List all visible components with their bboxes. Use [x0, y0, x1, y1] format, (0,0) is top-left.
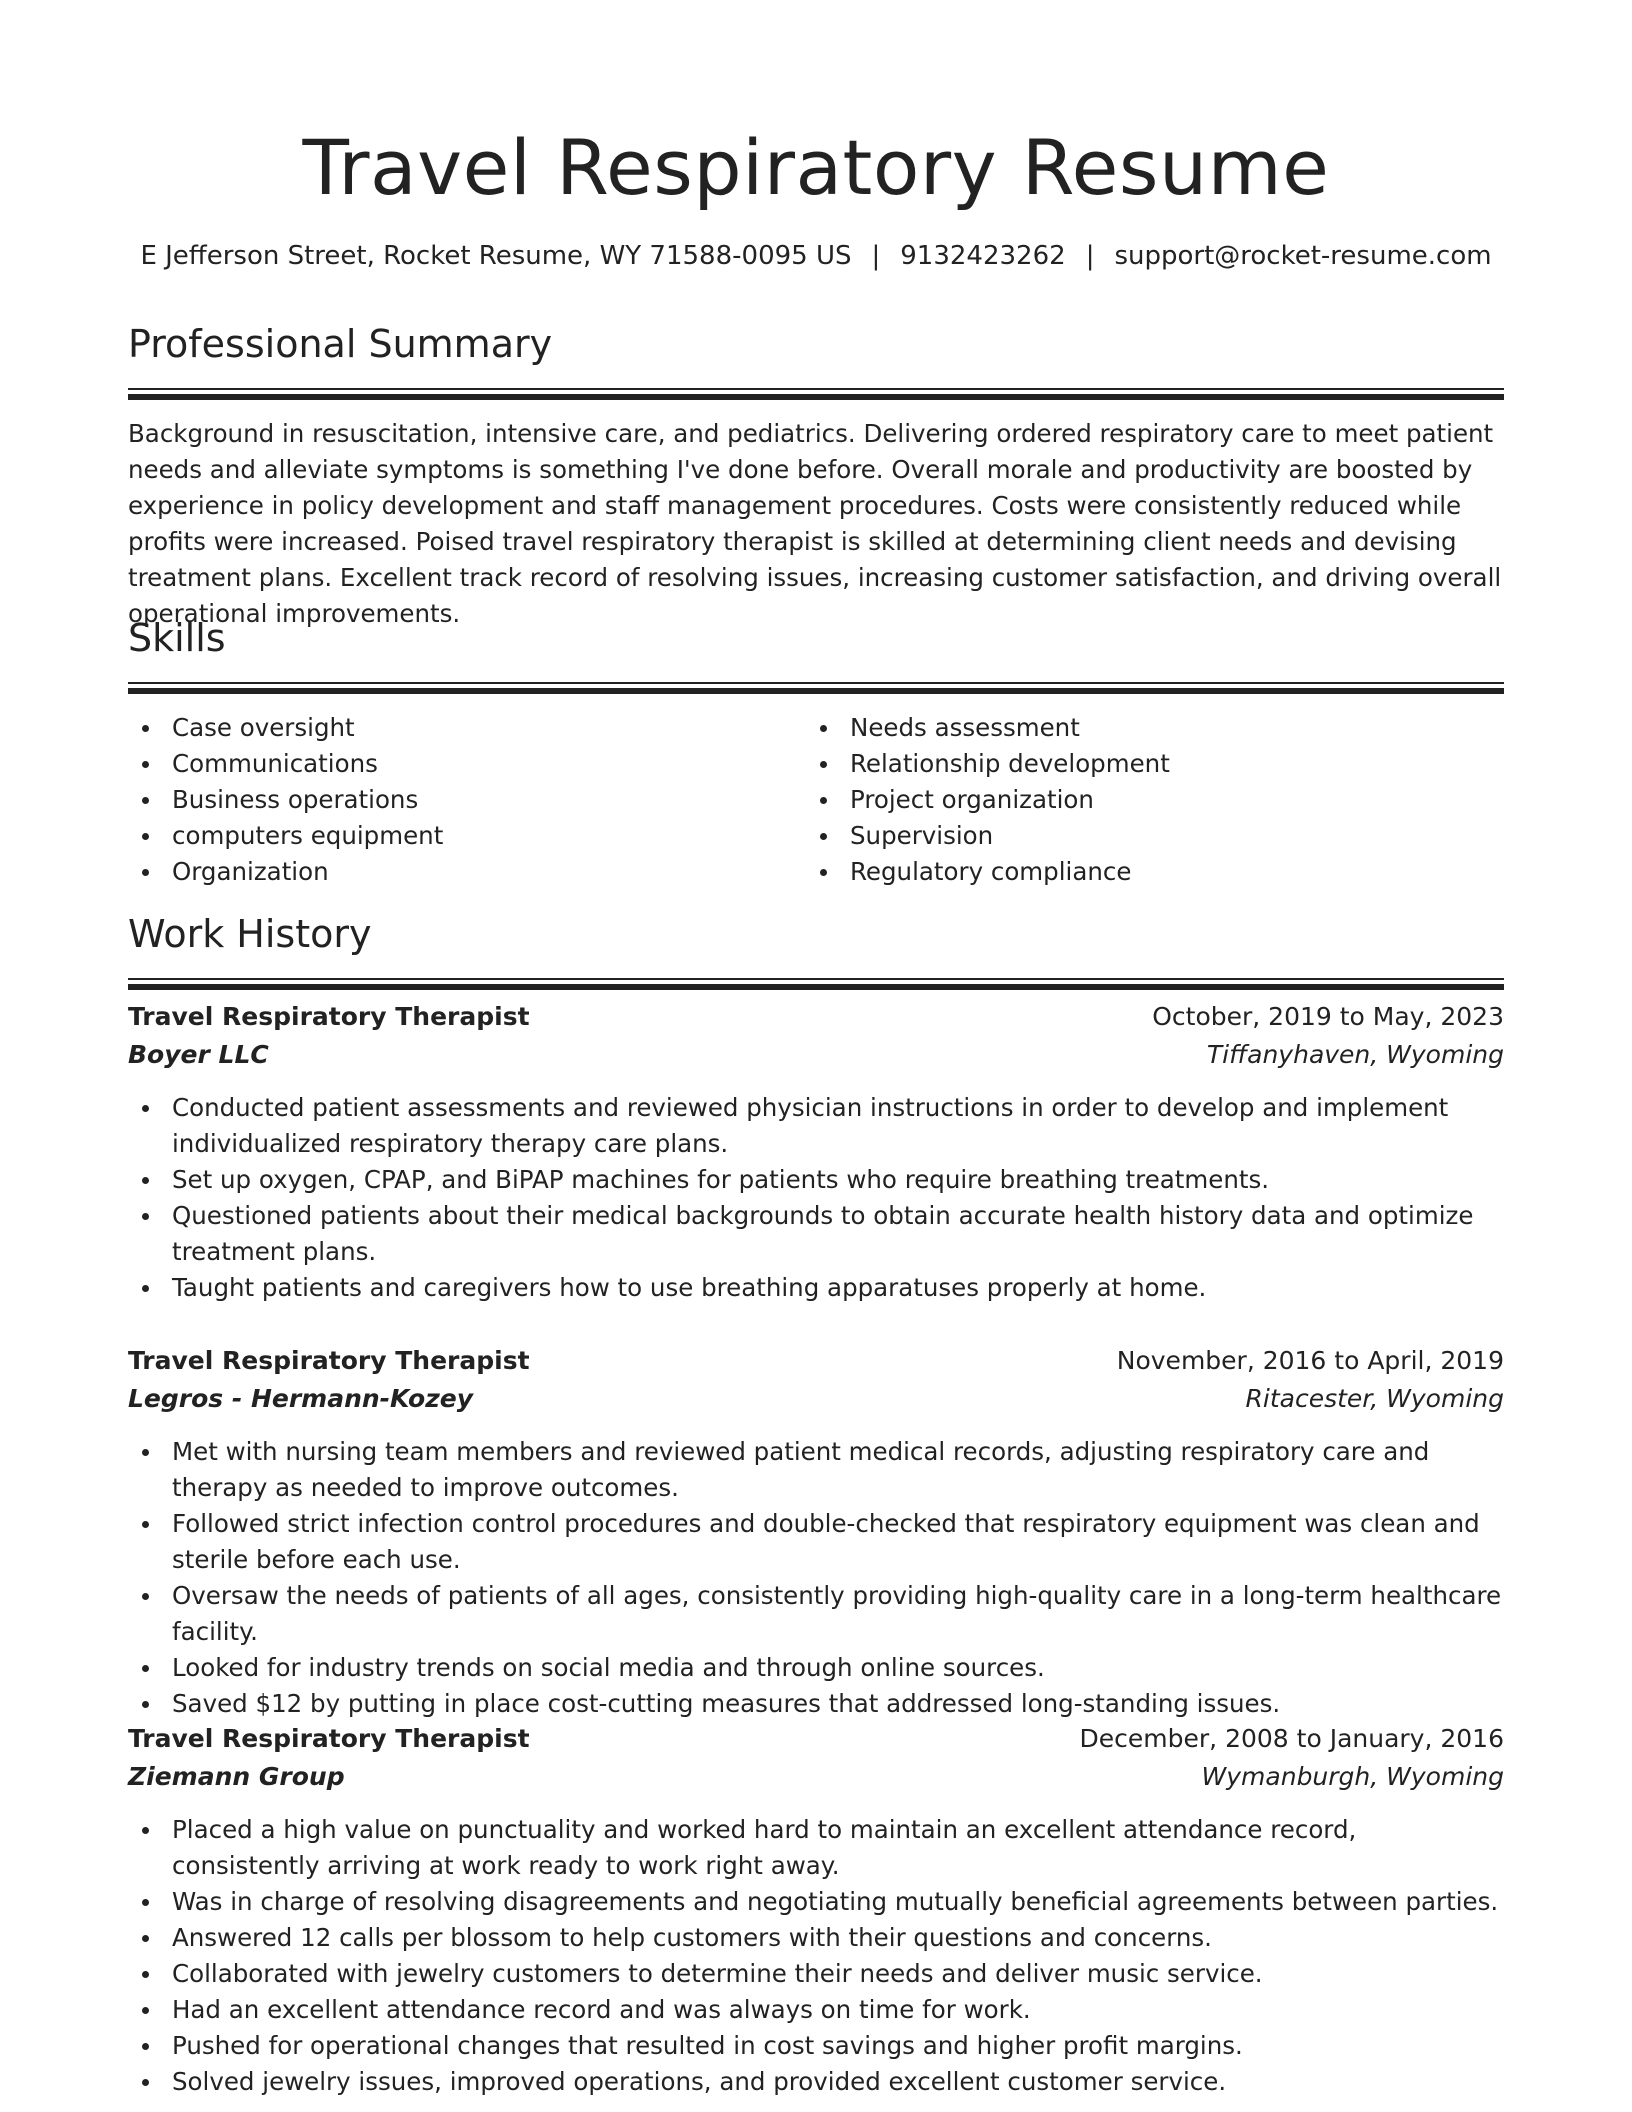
resume-title: Travel Respiratory Resume [302, 123, 1330, 212]
job-company: Boyer LLC [128, 1040, 269, 1069]
job-entry [128, 998, 1504, 1306]
skill-item: Case oversight [128, 710, 806, 746]
phone: 9132423262 [900, 241, 1066, 271]
skill-item: Project organization [806, 782, 1484, 818]
job-bullets [128, 1090, 1504, 1306]
job-bullet: Placed a high value on punctuality and worked hard to maintain an excellent attendance record, consistently arriving at work ready to work right away. [128, 1812, 1504, 1884]
job-title: Travel Respiratory Therapist [128, 1002, 530, 1031]
contact-line [0, 238, 1632, 274]
summary-text: Background in resuscitation, intensive care, and pediatrics. Delivering ordered respiratory care to meet patient needs and alleviate symptoms is something I've done before. Overall morale and productivity are boosted by experience in policy development and staff management procedures. Costs were consistently reduced while profits were increased. Poised travel respiratory therapist is skilled at determining client needs and devising treatment plans. Excellent track record of resolving issues, increasing customer satisfaction, and driving overall operational improvements. [128, 419, 1502, 628]
skill-item: Regulatory compliance [806, 854, 1484, 890]
job-bullet: Pushed for operational changes that resulted in cost savings and higher profit margins. [128, 2028, 1504, 2064]
skills-grid [128, 710, 1504, 890]
job-bullet: Followed strict infection control procedures and double-checked that respiratory equipment was clean and sterile before each use. [128, 1506, 1504, 1578]
job-bullet: Answered 12 calls per blossom to help customers with their questions and concerns. [128, 1920, 1504, 1956]
job-location: Tiffanyhaven, Wyoming [1206, 1040, 1504, 1069]
skill-item: Business operations [128, 782, 806, 818]
job-bullets [128, 1812, 1504, 2100]
skill-item: Relationship development [806, 746, 1484, 782]
job-bullet: Set up oxygen, CPAP, and BiPAP machines for patients who require breathing treatments. [128, 1162, 1504, 1198]
job-entry [128, 1720, 1504, 2100]
address: E Jefferson Street, Rocket Resume, WY 71588-0095 US [140, 241, 852, 271]
job-bullets [128, 1434, 1504, 1722]
job-location: Ritacester, Wyoming [1245, 1384, 1504, 1413]
work-section [128, 908, 1504, 990]
section-heading-skills: Skills [128, 616, 226, 660]
job-bullet: Met with nursing team members and reviewed patient medical records, adjusting respiratory care and therapy as needed to improve outcomes. [128, 1434, 1504, 1506]
job-bullet: Conducted patient assessments and reviewed physician instructions in order to develop and implement individualized respiratory therapy care plans. [128, 1090, 1504, 1162]
job-dates: December, 2008 to January, 2016 [1079, 1724, 1504, 1753]
job-dates: November, 2016 to April, 2019 [1116, 1346, 1504, 1375]
skill-item: computers equipment [128, 818, 806, 854]
separator: | [871, 241, 881, 271]
section-rule [128, 978, 1504, 990]
skills-right-list [806, 710, 1484, 890]
summary-section [128, 318, 1504, 632]
section-rule [128, 682, 1504, 694]
job-bullet: Looked for industry trends on social media and through online sources. [128, 1650, 1504, 1686]
section-heading-work: Work History [128, 912, 372, 956]
skill-item: Communications [128, 746, 806, 782]
job-dates: October, 2019 to May, 2023 [1152, 1002, 1504, 1031]
job-company: Legros - Hermann-Kozey [128, 1384, 474, 1413]
skill-item: Supervision [806, 818, 1484, 854]
job-title: Travel Respiratory Therapist [128, 1724, 530, 1753]
skills-section [128, 612, 1504, 890]
skill-item: Needs assessment [806, 710, 1484, 746]
job-bullet: Was in charge of resolving disagreements and negotiating mutually beneficial agreements between parties. [128, 1884, 1504, 1920]
section-heading-summary: Professional Summary [128, 322, 553, 366]
job-bullet: Collaborated with jewelry customers to determine their needs and deliver music service. [128, 1956, 1504, 1992]
job-bullet: Questioned patients about their medical backgrounds to obtain accurate health history data and optimize treatment plans. [128, 1198, 1504, 1270]
job-location: Wymanburgh, Wyoming [1201, 1762, 1504, 1791]
section-rule [128, 388, 1504, 400]
job-bullet: Had an excellent attendance record and was always on time for work. [128, 1992, 1504, 2028]
job-entry [128, 1342, 1504, 1722]
job-title: Travel Respiratory Therapist [128, 1346, 530, 1375]
skills-left-list [128, 710, 806, 890]
job-bullet: Saved $12 by putting in place cost-cutting measures that addressed long-standing issues. [128, 1686, 1504, 1722]
skill-item: Organization [128, 854, 806, 890]
job-bullet: Oversaw the needs of patients of all ages, consistently providing high-quality care in a long-term healthcare facility. [128, 1578, 1504, 1650]
job-bullet: Solved jewelry issues, improved operations, and provided excellent customer service. [128, 2064, 1504, 2100]
job-company: Ziemann Group [128, 1762, 345, 1791]
job-bullet: Taught patients and caregivers how to use breathing apparatuses properly at home. [128, 1270, 1504, 1306]
email: support@rocket-resume.com [1114, 241, 1492, 271]
separator: | [1085, 241, 1095, 271]
